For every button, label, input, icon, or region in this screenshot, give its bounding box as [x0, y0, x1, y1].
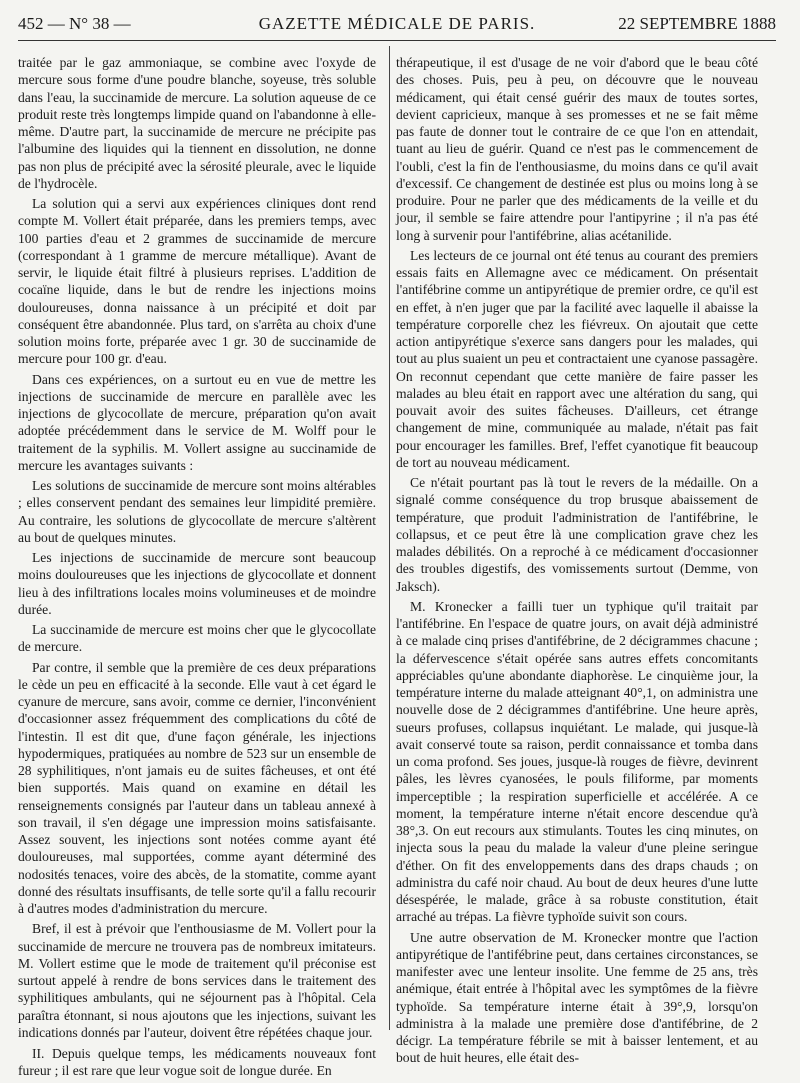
- paragraph: Une autre observation de M. Kronecker montre que l'action antipyrétique de l'antifébrine peut, dans certaines circonstances, se manifester avec une lenteur insolite. Une femme de 25 ans, très anémique, était entrée à l'hôpital avec les symptômes de la fièvre typhoïde. Sa température interne était à 39°,9, lorsqu'on administra à la malade une première dose d'antifébrine, de 2 décigr. La température fébrile se mit à baisser lentement, et au bout de huit heures, elle était des-: [396, 929, 758, 1066]
- paragraph: Ce n'était pourtant pas là tout le revers de la médaille. On a signalé comme conséquence du trop brusque abaissement de température, que produit l'administration de l'antifébrine, le collapsus, et ce peut être là une complication grave chez les malades débilités. On a reproché à ce médicament d'occasionner des troubles digestifs, des vomissements surtout (Demme, von Jaksch).: [396, 475, 758, 594]
- paragraph: thérapeutique, il est d'usage de ne voir d'abord que le beau côté des choses. Puis, peu à peu, on découvre que le nouveau médicament, qui était censé guérir des maux de toutes sortes, devient capricieux, manque à ses promesses et ne se fait même pas faute de donner tout le contraire de ce que l'on en attendait, tuant au lieu de guérir. Quand ce n'est pas le commencement de l'oubli, c'est la fin de l'enthousiasme, du moins dans ce qu'il avait d'excessif. Ce changement de destinée est plus ou moins long à se produire. Pour ne parler que des médicaments de la veille et du jour, il semble se faire attendre pour l'antipyrine ; il n'a pas été long à survenir pour l'antifébrine, alias acétanilide.: [396, 55, 758, 243]
- left-column: [18, 54, 376, 1083]
- paragraph: Dans ces expériences, on a surtout eu en vue de mettre les injections de succinamide de mercure en parallèle avec les injections de glycocollate de mercure, préparation qu'on avait adoptée précédemment dans le service de M. Wolff pour le traitement de la syphilis. M. Vollert assigne au succinamide de mercure les avantages suivants :: [18, 371, 376, 473]
- paragraph: Les injections de succinamide de mercure sont beaucoup moins douloureuses que les injections de glycocollate et donnent lieu à des infiltrations locales moins volumineuses et de moindre durée.: [18, 550, 376, 617]
- paragraph: La solution qui a servi aux expériences cliniques dont rend compte M. Vollert était préparée, dans les premiers temps, avec 100 parties d'eau et 2 grammes de succinamide de mercure (correspondant à 1 gramme de mercure métallique). Avant de servir, le liquide était filtré à plusieurs reprises. L'addition de cocaïne liquide, dans le but de rendre les injections moins douloureuses, donna naissance à un précipité et doit par conséquent être abandonnée. Plus tard, on s'arrêta au choix d'une solution moins forte, préparée avec 1 gr. 30 de succinamide de mercure pour 100 gr. d'eau.: [18, 196, 376, 367]
- paragraph: M. Kronecker a failli tuer un typhique qu'il traitait par l'antifébrine. En l'espace de quatre jours, on avait déjà administré à ce malade cinq prises d'antifébrine, de 2 décigrammes chacune ; la défervescence s'était opérée sans autres effets concomitants appréciables qu'une abondante diaphorèse. Le cinquième jour, la température interne du malade atteignant 40°,1, on administra une nouvelle dose de 2 décigrammes d'antifébrine. Une heure après, sueurs profuses, collapsus inquiétant. Le malade, qui jusque-là avait conservé toute sa raison, perdit connaissance et tomba dans un coma profond. Ses joues, jusque-là rouges de fièvre, devinrent pâles, les lèvres cyanosées, le pouls filiforme, par moments imperceptible ; la respiration superficielle et accélérée. A ce moment, la température interne n'était encore descendue qu'à 38°,3. On eut recours aux stimulants. Toutes les cinq minutes, on injecta sous la peau du malade la valeur d'une pleine seringue d'éther. On fit des enveloppements dans des draps chauds ; on administra du café noir chaud. Au bout de deux heures d'une lutte désespérée, le malade, grâce à sa robuste constitution, était arraché au trépas. La fièvre typhoïde suivit son cours.: [396, 598, 758, 925]
- paragraph: II. Depuis quelque temps, les médicaments nouveaux font fureur ; il est rare que leur vogue soit de longue durée. En: [18, 1046, 376, 1079]
- right-column: [396, 54, 758, 1070]
- page-number: 452: [18, 14, 44, 33]
- paragraph: Par contre, il semble que la première de ces deux préparations le cède un peu en efficacité à la seconde. Elle vaut à cet égard le cyanure de mercure, sans avoir, comme ce dernier, l'inconvénient d'occasionner assez fréquemment des complications du côté de l'intestin. Il est dit que, d'une façon générale, les injections hypodermiques, pratiquées au nombre de 523 sur un ensemble de 28 syphilitiques, n'ont jamais eu de suites fâcheuses, et ont été bien supportés. Mais quand on examine en détail les renseignements consignés par l'auteur dans un tableau annexé à son travail, il s'en dégage une impression moins satisfaisante. Assez souvent, les injections sont notées comme ayant été douloureuses, mal supportées, comme ayant déterminé des nodosités tenaces, voire des abcès, de la stomatite, comme ayant donné des résultats insuffisants, de telle sorte qu'il a fallu recourir à d'autres modes d'administration du mercure.: [18, 659, 376, 916]
- paragraph: Bref, il est à prévoir que l'enthousiasme de M. Vollert pour la succinamide de mercure ne trouvera pas de nombreux imitateurs. M. Vollert estime que le mode de traitement qu'il préconise est surtout appelé à rendre de bons services dans le traitement des syphilitiques ambulants, qui ne séjournent pas à l'hôpital. Cela paraîtra étonnant, si nous ajoutons que les injections, suivant les indications donnés par l'auteur, doivent être répétées chaque jour.: [18, 921, 376, 1040]
- issue-number: — N° 38 —: [47, 14, 131, 33]
- journal-title: GAZETTE MÉDICALE DE PARIS.: [258, 14, 536, 33]
- issue-date: 22 SEPTEMBRE 1888: [618, 14, 776, 33]
- page-header: [18, 14, 776, 36]
- paragraph: La succinamide de mercure est moins cher que le glycocollate de mercure.: [18, 622, 376, 655]
- header-rule: [18, 40, 776, 41]
- column-divider: [389, 46, 390, 1030]
- paragraph: traitée par le gaz ammoniaque, se combine avec l'oxyde de mercure sous forme d'une poudre blanche, soyeuse, très soluble dans l'eau, la succinamide de mercure. La solution aqueuse de ce produit reste très longtemps limpide quand on l'abandonne à elle-même. D'autre part, la succinamide de mercure ne précipite pas l'albumine des liquides qui la tiennent en dissolution, ne donne pas non plus de précipité avec la sérosité pleurale, avec le liquide de l'hydrocèle.: [18, 55, 376, 191]
- paragraph: Les lecteurs de ce journal ont été tenus au courant des premiers essais faits en Allemagne avec ce médicament. On présentait l'antifébrine comme un antipyrétique de premier ordre, ce qu'il est en effet, à n'en juger que par la facilité avec laquelle il abaisse la température corporelle chez les fiévreux. On ajoutait que cette action antipyrétique s'exerce sans dangers pour les malades, qui tout au plus suaient un peu et contractaient une cyanose passagère. On reconnut cependant que cette manière de faire passer les malades au bleu était en rapport avec une altération du sang, qui pouvait avoir des suites fâcheuses. D'ailleurs, cet étrange changement de mine, communiquée au malade, n'était pas fait pour encourager les familles. Bref, l'effet cyanotique fit beaucoup de tort au nouveau médicament.: [396, 247, 758, 470]
- paragraph: Les solutions de succinamide de mercure sont moins altérables ; elles conservent pendant des semaines leur limpidité première. Au contraire, les solutions de glycocollate de mercure s'altèrent au bout de quelques minutes.: [18, 478, 376, 545]
